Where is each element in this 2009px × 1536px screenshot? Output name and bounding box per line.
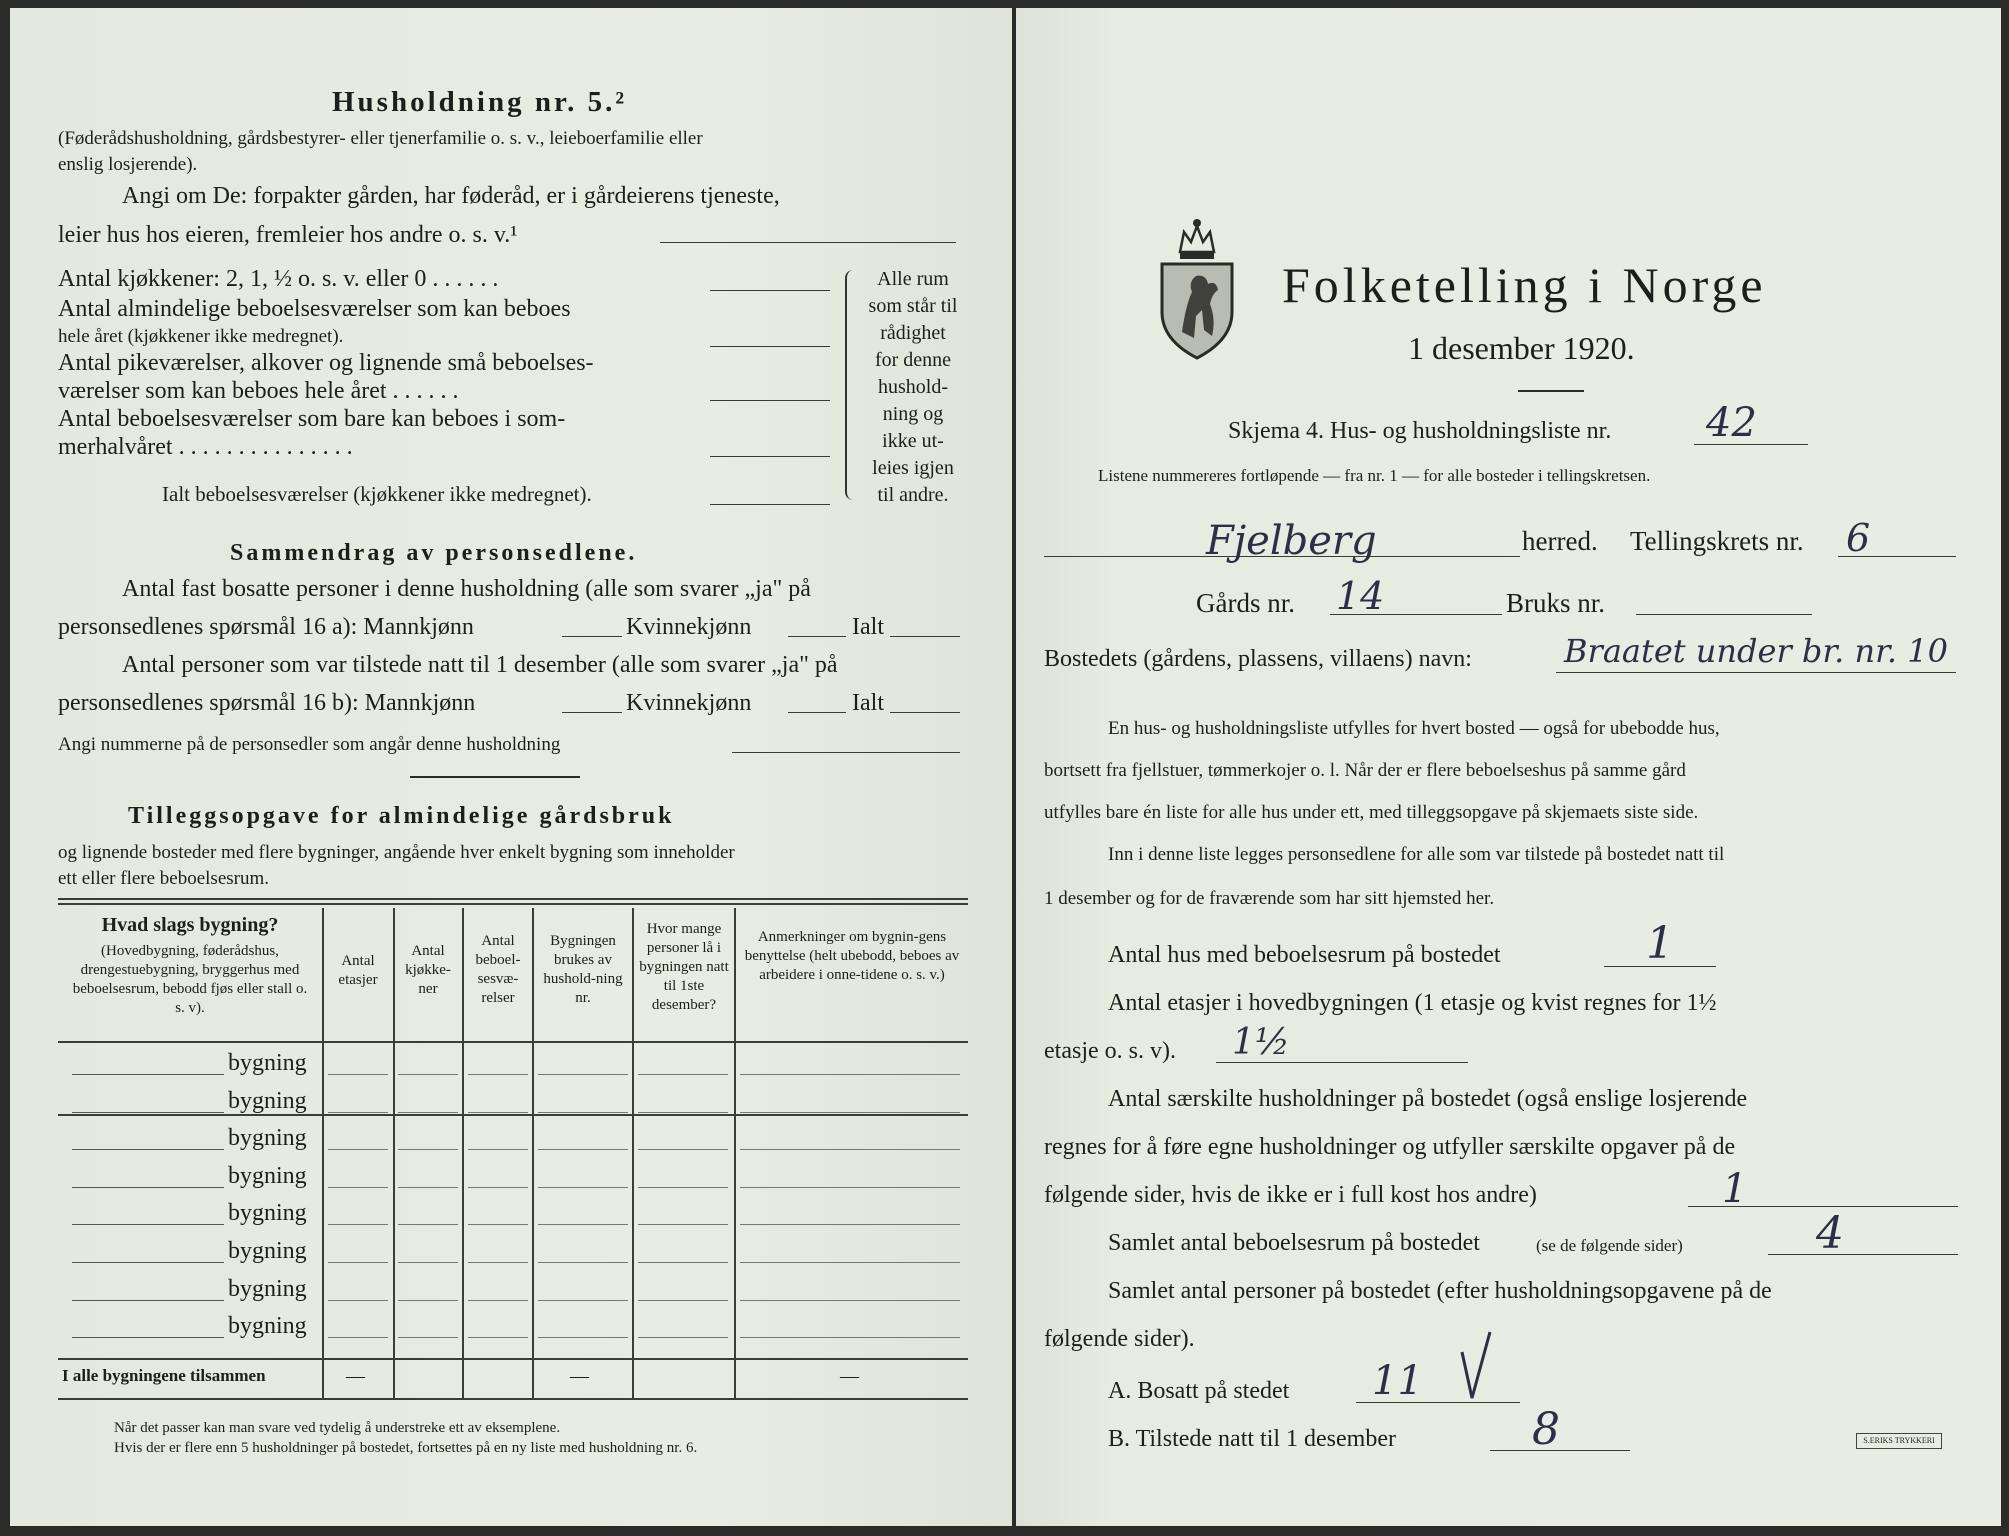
building-type-fill	[72, 1149, 224, 1150]
building-cell-fill	[638, 1337, 728, 1338]
building-cell-fill	[740, 1149, 960, 1150]
building-cell-fill	[328, 1262, 388, 1263]
q-hush-value: 1	[1722, 1166, 1748, 1212]
building-row-label: bygning	[228, 1313, 307, 1340]
side-note-line: Alle rum	[877, 268, 949, 290]
building-cell-fill	[398, 1262, 458, 1263]
q-etasjer-line-2: etasje o. s. v).	[1044, 1038, 1176, 1064]
bosted-name: Braatet under br. nr. 10	[1564, 632, 1948, 670]
bruks-fill	[1636, 614, 1812, 615]
rooms-kitchens: Antal kjøkkener: 2, 1, ½ o. s. v. eller 0 . . . . . .	[58, 266, 499, 292]
building-cell-fill	[638, 1112, 728, 1113]
krets-label: Tellingskrets nr.	[1630, 526, 1804, 556]
th-rooms: Antal beboel-sesvæ-relser	[475, 933, 521, 1006]
total-rooms-fill	[710, 504, 830, 505]
building-cell-fill	[328, 1337, 388, 1338]
building-row-label: bygning	[228, 1238, 307, 1264]
household-paren-line-1: (Føderådshusholdning, gårdsbestyrer- eller tjenerfamilie o. s. v., leieboerfamilie eller	[58, 128, 703, 149]
table-top-rule-2	[58, 903, 968, 905]
maid-fill	[710, 400, 830, 401]
col-divider	[462, 908, 464, 1398]
rooms-ordinary-2: hele året (kjøkkener ikke medregnet).	[58, 326, 344, 347]
q-rum-note: (se de følgende sider)	[1536, 1236, 1683, 1255]
q-pers-line-1: Samlet antal personer på bostedet (efter husholdningsopgavene på de	[1108, 1278, 1772, 1304]
angi-line-2: leier hus hos eieren, fremleier hos andre o. s. v.¹	[58, 222, 518, 248]
summary-resident-line-2: personsedlenes spørsmål 16 a): Mannkjønn	[58, 614, 474, 640]
building-cell-fill	[538, 1074, 628, 1075]
footnote-1: Når det passer kan man svare ved tydelig å understreke ett av eksemplene.	[114, 1420, 561, 1436]
gards-label: Gårds nr.	[1196, 588, 1295, 618]
resident-female-fill	[788, 636, 846, 637]
total-floors-dash: —	[346, 1366, 365, 1387]
summary-present-line-2: personsedlenes spørsmål 16 b): Mannkjønn	[58, 690, 476, 716]
rooms-brace	[845, 270, 855, 500]
building-cell-fill	[538, 1300, 628, 1301]
separator-rule	[410, 776, 580, 778]
rooms-summer-1: Antal beboelsesværelser som bare kan beboes i som-	[58, 406, 566, 432]
building-cell-fill	[468, 1337, 528, 1338]
rooms-maid-2: værelser som kan beboes hele året . . . . . .	[58, 378, 459, 404]
q-hush-line-3: følgende sider, hvis de ikke er i full kost hos andre)	[1044, 1182, 1537, 1208]
supplement-title: Tilleggsopgave for almindelige gårdsbruk	[128, 803, 675, 829]
instruction-line-1: En hus- og husholdningsliste utfylles for hvert bosted — også for ubebodde hus,	[1108, 718, 1720, 739]
building-cell-fill	[538, 1112, 628, 1113]
table-header-rule	[58, 1041, 968, 1043]
building-cell-fill	[398, 1224, 458, 1225]
herred-name: Fjelberg	[1206, 518, 1377, 564]
instruction-line-4: Inn i denne liste legges personsedlene for alle som var tilstede på bostedet natt til	[1108, 844, 1725, 865]
building-cell-fill	[328, 1224, 388, 1225]
building-cell-fill	[638, 1149, 728, 1150]
bosted-fill	[1556, 672, 1956, 673]
table-bottom-rule	[58, 1398, 968, 1400]
table-row-rule	[58, 1114, 968, 1116]
building-cell-fill	[638, 1187, 728, 1188]
kitchens-fill	[710, 290, 830, 291]
rooms-maid-1: Antal pikeværelser, alkover og lignende små beboelses-	[58, 350, 594, 376]
schema-label: Skjema 4. Hus- og husholdningsliste nr.	[1228, 418, 1612, 444]
printer-stamp: S.ERIKS TRYKKERI	[1856, 1433, 1942, 1449]
building-row-label: bygning	[228, 1050, 307, 1076]
building-cell-fill	[538, 1149, 628, 1150]
building-cell-fill	[468, 1149, 528, 1150]
building-type-fill	[72, 1300, 224, 1301]
summary-resident-total: Ialt	[852, 614, 884, 640]
resident-male-fill	[562, 636, 622, 637]
bosted-label: Bostedets (gårdens, plassens, villaens) navn:	[1044, 646, 1472, 672]
col-divider	[532, 908, 534, 1398]
present-male-fill	[562, 712, 622, 713]
instruction-line-3: utfylles bare én liste for alle hus under ett, med tilleggsopgave på skjemaets siste side.	[1044, 802, 1699, 823]
check-mark-icon	[1456, 1328, 1496, 1404]
building-cell-fill	[398, 1337, 458, 1338]
q-b-fill	[1490, 1450, 1630, 1451]
summary-present-total: Ialt	[852, 690, 884, 716]
q-hus-label: Antal hus med beboelsesrum på bostedet	[1108, 942, 1501, 968]
right-page	[1016, 8, 2001, 1526]
building-cell-fill	[328, 1074, 388, 1075]
building-cell-fill	[740, 1262, 960, 1263]
building-cell-fill	[328, 1149, 388, 1150]
herred-label: herred.	[1522, 526, 1598, 556]
q-rum-fill	[1768, 1254, 1958, 1255]
summary-resident-female: Kvinnekjønn	[626, 614, 752, 640]
building-cell-fill	[638, 1300, 728, 1301]
side-note-line: ning og	[882, 403, 944, 425]
bruks-label: Bruks nr.	[1506, 588, 1606, 618]
census-date: 1 desember 1920.	[1408, 330, 1635, 366]
present-total-fill	[890, 712, 960, 713]
q-etasjer-value: 1½	[1232, 1022, 1290, 1063]
instruction-line-2: bortsett fra fjellstuer, tømmerkojer o. l. Når der er flere beboelseshus på samme gård	[1044, 760, 1686, 781]
summer-fill	[710, 456, 830, 457]
th-remarks: Anmerkninger om bygnin-gens benyttelse (helt ubebodd, beboes av arbeidere i onne-tidene o. s. v.)	[744, 929, 960, 983]
building-cell-fill	[740, 1187, 960, 1188]
building-cell-fill	[328, 1187, 388, 1188]
q-hush-line-2: regnes for å føre egne husholdninger og utfyller særskilte opgaver på de	[1044, 1134, 1736, 1160]
building-cell-fill	[468, 1300, 528, 1301]
household-title: Husholdning nr. 5.²	[332, 86, 628, 118]
total-remarks-dash: —	[840, 1366, 859, 1387]
th-kitchens: Antal kjøkke-ner	[405, 943, 451, 997]
angi-line-1: Angi om De: forpakter gården, har føderåd, er i gårdeierens tjeneste,	[122, 183, 780, 209]
gards-number: 14	[1336, 574, 1385, 618]
side-note-line: rådighet	[880, 322, 946, 344]
building-cell-fill	[328, 1112, 388, 1113]
table-top-rule	[58, 898, 968, 900]
supplement-line-1: og lignende bosteder med flere bygninger, angående hver enkelt bygning som inneholder	[58, 842, 735, 863]
rooms-total: Ialt beboelsesværelser (kjøkkener ikke medregnet).	[162, 482, 592, 506]
rooms-summer-2: merhalvåret . . . . . . . . . . . . . . .	[58, 434, 353, 460]
present-female-fill	[788, 712, 846, 713]
building-cell-fill	[468, 1074, 528, 1075]
building-cell-fill	[538, 1262, 628, 1263]
resident-total-fill	[890, 636, 960, 637]
side-note-line: som står til	[868, 295, 958, 317]
q-rum-label: Samlet antal beboelsesrum på bostedet	[1108, 1230, 1480, 1256]
numbers-fill	[732, 752, 960, 753]
building-cell-fill	[398, 1112, 458, 1113]
q-rum-value: 4	[1816, 1208, 1844, 1259]
total-household-dash: —	[570, 1366, 589, 1387]
building-cell-fill	[398, 1187, 458, 1188]
th-building-type: Hvad slags bygning?	[101, 914, 279, 936]
col-divider	[632, 908, 634, 1398]
building-cell-fill	[740, 1074, 960, 1075]
th-floors: Antal etasjer	[338, 953, 378, 988]
building-cell-fill	[468, 1112, 528, 1113]
census-title: Folketelling i Norge	[1282, 257, 1767, 313]
building-cell-fill	[638, 1262, 728, 1263]
building-cell-fill	[398, 1300, 458, 1301]
coat-of-arms-icon	[1158, 212, 1236, 362]
q-a-value: 11	[1372, 1358, 1423, 1404]
col-divider	[393, 908, 395, 1398]
building-cell-fill	[740, 1224, 960, 1225]
building-row-label: bygning	[228, 1275, 307, 1302]
building-cell-fill	[740, 1112, 960, 1113]
building-type-fill	[72, 1262, 224, 1263]
building-cell-fill	[538, 1224, 628, 1225]
building-cell-fill	[468, 1224, 528, 1225]
building-cell-fill	[740, 1337, 960, 1338]
building-type-fill	[72, 1224, 224, 1225]
building-type-fill	[72, 1187, 224, 1188]
krets-number: 6	[1846, 516, 1871, 560]
left-page	[10, 8, 1012, 1526]
building-row-label: bygning	[228, 1200, 307, 1227]
q-hush-line-1: Antal særskilte husholdninger på bostedet (også enslige losjerende	[1108, 1086, 1748, 1112]
building-cell-fill	[638, 1224, 728, 1225]
building-cell-fill	[638, 1074, 728, 1075]
ordinary-fill	[710, 346, 830, 347]
angi-fill-line	[660, 242, 956, 243]
th-persons-night: Hvor mange personer lå i bygningen natt til 1ste desember?	[639, 921, 729, 1013]
q-hus-value: 1	[1646, 918, 1674, 969]
building-cell-fill	[398, 1074, 458, 1075]
q-b-label: B. Tilstede natt til 1 desember	[1108, 1426, 1396, 1452]
summary-title: Sammendrag av personsedlene.	[230, 540, 638, 566]
building-cell-fill	[740, 1300, 960, 1301]
building-cell-fill	[468, 1187, 528, 1188]
building-row-label: bygning	[228, 1162, 307, 1189]
household-paren-line-2: enslig losjerende).	[58, 154, 198, 175]
building-cell-fill	[538, 1337, 628, 1338]
th-building-examples: (Hovedbygning, føderådshus, drengestuebygning, bryggerhus med beboelsesrum, bebodd fjøs eller stall o. s. v).	[72, 943, 308, 1016]
summary-present-line-1: Antal personer som var tilstede natt til 1 desember (alle som svarer „ja" på	[122, 652, 838, 678]
building-row-label: bygning	[228, 1125, 307, 1152]
side-note-line: hushold-	[878, 376, 948, 398]
building-type-fill	[72, 1337, 224, 1338]
summary-resident-line-1: Antal fast bosatte personer i denne husholdning (alle som svarer „ja" på	[122, 576, 811, 602]
q-b-value: 8	[1532, 1404, 1560, 1455]
summary-present-female: Kvinnekjønn	[626, 690, 752, 716]
schema-number: 42	[1706, 400, 1757, 446]
side-note-line: leies igjen	[872, 457, 954, 479]
building-cell-fill	[538, 1187, 628, 1188]
table-total-rule-top	[58, 1358, 968, 1360]
instruction-line-5: 1 desember og for de fraværende som har sitt hjemsted her.	[1044, 888, 1495, 909]
side-note-line: for denne	[874, 349, 952, 371]
summary-numbers-note: Angi nummerne på de personsedler som angår denne husholdning	[58, 734, 561, 755]
building-row-label: bygning	[228, 1087, 307, 1114]
rooms-ordinary-1: Antal almindelige beboelsesværelser som kan beboes	[58, 296, 571, 322]
q-etasjer-line-1: Antal etasjer i hovedbygningen (1 etasje og kvist regnes for 1½	[1108, 990, 1717, 1016]
side-note-line: ikke ut-	[882, 430, 944, 452]
list-note: Listene nummereres fortløpende — fra nr. 1 — for alle bosteder i tellingskretsen.	[1098, 466, 1651, 485]
building-type-fill	[72, 1112, 224, 1113]
footnote-2: Hvis der er flere enn 5 husholdninger på bostedet, fortsettes på en ny liste med husholdning nr. 6.	[114, 1440, 698, 1456]
title-rule	[1518, 390, 1584, 392]
supplement-line-2: ett eller flere beboelsesrum.	[58, 868, 270, 889]
col-divider	[322, 908, 324, 1398]
table-total-label: I alle bygningene tilsammen	[62, 1366, 266, 1385]
col-divider	[734, 908, 736, 1398]
q-pers-line-2: følgende sider).	[1044, 1326, 1195, 1352]
rooms-side-note	[858, 266, 968, 509]
building-cell-fill	[328, 1300, 388, 1301]
q-a-label: A. Bosatt på stedet	[1108, 1378, 1290, 1404]
building-cell-fill	[398, 1149, 458, 1150]
building-cell-fill	[468, 1262, 528, 1263]
th-used-by-household: Bygningen brukes av hushold-ning nr.	[543, 933, 623, 1006]
building-type-fill	[72, 1074, 224, 1075]
side-note-line: til andre.	[877, 484, 949, 506]
